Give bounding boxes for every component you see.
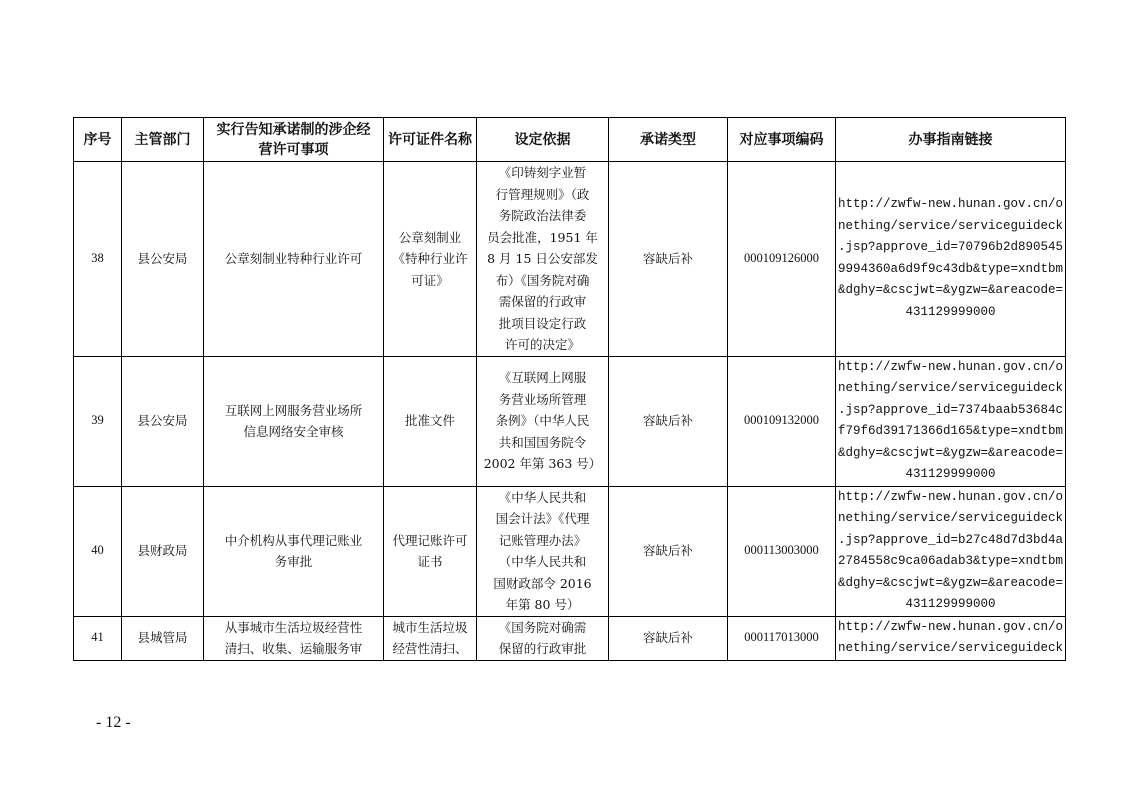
- row-item: 中介机构从事代理记账业 务审批: [204, 486, 384, 616]
- header-basis: 设定依据: [477, 118, 609, 162]
- permit-table-container: [73, 117, 1066, 661]
- row-item: 互联网上网服务营业场所 信息网络安全审核: [204, 356, 384, 486]
- row-dept: 县公安局: [122, 162, 204, 357]
- header-type: 承诺类型: [609, 118, 728, 162]
- row-guide-link[interactable]: http://zwfw-new.hunan.gov.cn/o nething/service/serviceguideck .jsp?approve_id=70796b2d890545 9994360a6d9f9c43db&type=xndtbm &dghy=&cscjwt=&ygzw=&areacode= 431129999000: [836, 162, 1066, 357]
- header-dept: 主管部门: [122, 118, 204, 162]
- row-type: 容缺后补: [609, 616, 728, 660]
- row-code: 000109126000: [728, 162, 836, 357]
- header-link: 办事指南链接: [836, 118, 1066, 162]
- row-type: 容缺后补: [609, 356, 728, 486]
- row-guide-link[interactable]: http://zwfw-new.hunan.gov.cn/o nething/service/serviceguideck .jsp?approve_id=b27c48d7d3bd4a 2784558c9ca06adab3&type=xndtbm &dghy=&cscjwt=&ygzw=&areacode= 431129999000: [836, 486, 1066, 616]
- row-code: 000113003000: [728, 486, 836, 616]
- header-no: 序号: [74, 118, 122, 162]
- row-license: 公章刻制业 《特种行业许 可证》: [384, 162, 477, 357]
- row-type: 容缺后补: [609, 162, 728, 357]
- row-code: 000117013000: [728, 616, 836, 660]
- header-license: 许可证件名称: [384, 118, 477, 162]
- row-type: 容缺后补: [609, 486, 728, 616]
- row-no: 41: [74, 616, 122, 660]
- header-item: 实行告知承诺制的涉企经 营许可事项: [204, 118, 384, 162]
- row-guide-link[interactable]: http://zwfw-new.hunan.gov.cn/o nething/service/serviceguideck .jsp?approve_id=7374baab53684c f79f6d39171366d165&type=xndtbm &dghy=&cscjwt=&ygzw=&areacode= 431129999000: [836, 356, 1066, 486]
- row-dept: 县城管局: [122, 616, 204, 660]
- table-row: [74, 486, 1066, 616]
- row-license: 批准文件: [384, 356, 477, 486]
- row-guide-link[interactable]: http://zwfw-new.hunan.gov.cn/o nething/service/serviceguideck: [836, 616, 1066, 660]
- row-dept: 县财政局: [122, 486, 204, 616]
- row-no: 38: [74, 162, 122, 357]
- row-basis: 《国务院对确需 保留的行政审批: [477, 616, 609, 660]
- table-row: [74, 162, 1066, 357]
- row-license: 代理记账许可 证书: [384, 486, 477, 616]
- row-no: 39: [74, 356, 122, 486]
- row-basis: 《互联网上网服 务营业场所管理 条例》（中华人民 共和国国务院令 2002 年第 363 号）: [477, 356, 609, 486]
- row-no: 40: [74, 486, 122, 616]
- row-item: 从事城市生活垃圾经营性 清扫、收集、运输服务审: [204, 616, 384, 660]
- row-code: 000109132000: [728, 356, 836, 486]
- table-row: [74, 616, 1066, 660]
- row-dept: 县公安局: [122, 356, 204, 486]
- table-row: [74, 356, 1066, 486]
- row-basis: 《印铸刻字业暂 行管理规则》（政 务院政治法律委 员会批准，1951 年 8 月 15 日公安部发 布）《国务院对确 需保留的行政审 批项目设定行政 许可的决定》: [477, 162, 609, 357]
- row-license: 城市生活垃圾 经营性清扫、: [384, 616, 477, 660]
- table-header-row: [74, 118, 1066, 162]
- page-number: - 12 -: [96, 714, 131, 731]
- header-code: 对应事项编码: [728, 118, 836, 162]
- row-basis: 《中华人民共和 国会计法》《代理 记账管理办法》 （中华人民共和 国财政部令 2016 年第 80 号）: [477, 486, 609, 616]
- row-item: 公章刻制业特种行业许可: [204, 162, 384, 357]
- permit-table: [73, 117, 1066, 661]
